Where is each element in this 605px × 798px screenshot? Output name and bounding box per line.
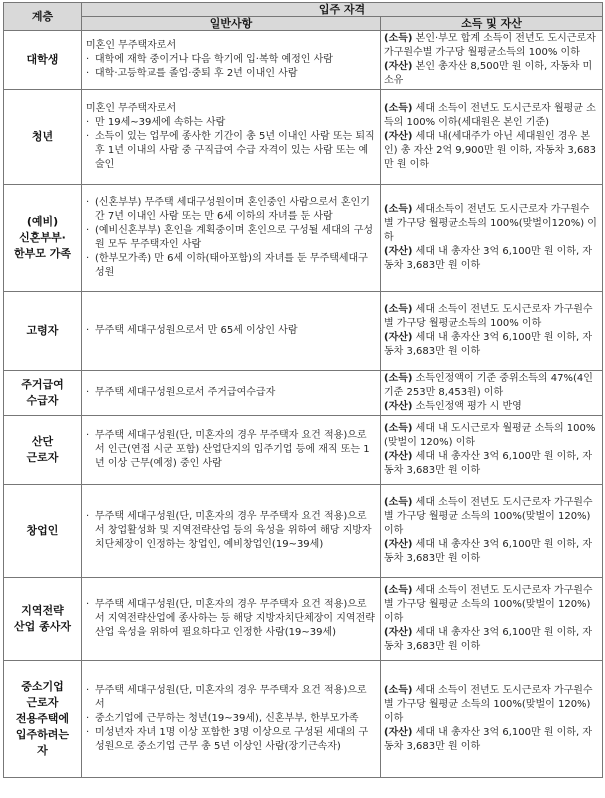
income-text: 세대 내 총자산 3억 6,100만 원 이하, 자동차 3,683만 원 이하 xyxy=(384,727,592,752)
category-cell xyxy=(4,31,82,90)
category-label: 중소기업 xyxy=(21,680,64,693)
table-row xyxy=(4,371,603,416)
general-bullet-text: 중소기업에 근무하는 청년(19~39세), 신혼부부, 한부모가족 xyxy=(95,713,359,724)
category-label: 한부모 가족 xyxy=(14,247,71,260)
header-general: 일반사항 xyxy=(82,17,381,31)
table-body xyxy=(4,31,603,778)
income-block xyxy=(384,496,599,538)
income-text: 세대 소득이 전년도 도시근로자 가구원수별 가구당 월평균 소득의 100%(맞벌이 120%) 이하 xyxy=(384,497,593,536)
category-label: 고령자 xyxy=(26,324,59,337)
category-cell xyxy=(4,578,82,661)
income-text: 세대 소득이 전년도 도시근로자 가구원수별 가구당 월평균 소득의 100%(맞벌이 120%) 이하 xyxy=(384,585,593,624)
general-bullet xyxy=(86,196,376,224)
general-cell xyxy=(82,485,381,578)
general-bullet xyxy=(86,386,376,400)
category-label: 창업인 xyxy=(26,524,59,537)
income-text: 세대 내 총자산 3억 6,100만 원 이하, 자동차 3,683만 원 이하 xyxy=(384,451,592,476)
income-cell xyxy=(381,485,603,578)
income-text: 세대 내 총자산 3억 6,100만 원 이하, 자동차 3,683만 원 이하 xyxy=(384,246,592,271)
income-label: (소득) xyxy=(384,585,413,596)
income-block xyxy=(384,726,599,754)
income-block xyxy=(384,626,599,654)
general-bullet-text: (한부모가족) 만 6세 이하(태아포함)의 자녀를 둔 무주택세대구성원 xyxy=(95,253,368,278)
category-label: 전용주택에 xyxy=(15,712,70,725)
category-cell xyxy=(4,371,82,416)
income-cell xyxy=(381,661,603,778)
general-bullet xyxy=(86,598,376,640)
table-row xyxy=(4,661,603,778)
income-label: (자산) xyxy=(384,627,413,638)
general-cell xyxy=(82,578,381,661)
general-bullet xyxy=(86,429,376,471)
income-label: (소득) xyxy=(384,204,413,215)
general-bullet xyxy=(86,116,376,130)
table-row xyxy=(4,485,603,578)
income-label: (소득) xyxy=(384,373,413,384)
header-qualification: 입주 자격 xyxy=(82,3,603,17)
income-label: (자산) xyxy=(384,539,413,550)
income-label: (자산) xyxy=(384,451,413,462)
income-label: (자산) xyxy=(384,131,413,142)
general-cell xyxy=(82,371,381,416)
category-label: (예비) xyxy=(26,215,59,228)
income-block xyxy=(384,60,599,88)
category-cell xyxy=(4,185,82,292)
category-label: 산단 xyxy=(31,435,54,448)
income-text: 세대 소득이 전년도 도시근로자 월평균 소득의 100% 이하(세대원은 본인 기준) xyxy=(384,103,596,128)
income-text: 세대 내 도시근로자 월평균 소득의 100%(맞벌이 120%) 이하 xyxy=(384,423,596,448)
general-bullet-text: 무주택 세대구성원으로서 주거급여수급자 xyxy=(95,387,276,398)
table-row xyxy=(4,90,603,185)
general-bullet xyxy=(86,130,376,172)
general-bullet-text: 무주택 세대구성원(단, 미혼자의 경우 무주택자 요건 적용)으로서 창업활성화 및 지역전략산업 등의 육성을 위하여 해당 지방자치단체장이 인정하는 창업인, 예비창업인(19~39세) xyxy=(95,511,372,550)
income-block xyxy=(384,102,599,130)
general-bullet xyxy=(86,726,376,754)
income-label: (소득) xyxy=(384,423,413,434)
income-label: (자산) xyxy=(384,61,413,72)
category-label: 신혼부부· xyxy=(19,231,66,244)
category-label: 입주하려는 xyxy=(15,728,70,741)
general-bullet-text: 무주택 세대구성원(단, 미혼자의 경우 무주택자 요건 적용)으로서 xyxy=(95,685,367,710)
category-cell xyxy=(4,292,82,371)
general-bullet-text: (예비신혼부부) 혼인을 계획중이며 혼인으로 구성될 세대의 구성원 모두 무주택자인 사람 xyxy=(95,225,374,250)
category-cell xyxy=(4,661,82,778)
general-bullet-text: 소득이 있는 업무에 종사한 기간이 총 5년 이내인 사람 또는 퇴직 후 1년 이내의 사람 중 구직급여 수급 자격이 있는 사람 또는 예술인 xyxy=(95,131,375,170)
income-block xyxy=(384,400,599,414)
general-bullet xyxy=(86,53,376,67)
general-bullet xyxy=(86,712,376,726)
income-cell xyxy=(381,578,603,661)
income-text: 본인 총자산 8,500만 원 이하, 자동차 미소유 xyxy=(384,61,593,86)
general-intro: 미혼인 무주택자로서 xyxy=(86,103,177,114)
header-income: 소득 및 자산 xyxy=(381,17,603,31)
table-row xyxy=(4,578,603,661)
income-label: (자산) xyxy=(384,246,413,257)
general-bullet xyxy=(86,684,376,712)
income-cell xyxy=(381,416,603,485)
income-block xyxy=(384,584,599,626)
income-label: (자산) xyxy=(384,401,413,412)
income-cell xyxy=(381,292,603,371)
general-bullet-text: 만 19세~39세에 속하는 사람 xyxy=(95,117,226,128)
table-row xyxy=(4,185,603,292)
general-bullet-text: 무주택 세대구성원(단, 미혼자의 경우 무주택자 요건 적용)으로서 지역전략산업에 종사하는 등 해당 지방자치단체장이 지역전략산업 육성을 위하여 필요하다고 인정한 사람(19~39세) xyxy=(95,599,375,638)
income-cell xyxy=(381,185,603,292)
category-label: 산업 종사자 xyxy=(14,620,71,633)
income-text: 세대 소득이 전년도 도시근로자 가구원수별 가구당 월평균소득의 100% 이하 xyxy=(384,304,593,329)
general-bullet xyxy=(86,510,376,552)
general-bullet-text: 미성년자 자녀 1명 이상 포함한 3명 이상으로 구성된 세대의 구성원으로 중소기업 근무 총 5년 이상인 사람(장기근속자) xyxy=(95,727,369,752)
general-cell xyxy=(82,416,381,485)
category-label: 대학생 xyxy=(26,53,59,66)
general-bullet xyxy=(86,67,376,81)
income-label: (자산) xyxy=(384,332,413,343)
general-bullet xyxy=(86,252,376,280)
category-cell xyxy=(4,90,82,185)
general-bullet-text: 대학·고등학교를 졸업·중퇴 후 2년 이내인 사람 xyxy=(95,68,298,79)
income-text: 세대 내(세대주가 아닌 세대원인 경우 본인) 총 자산 2억 9,900만 원 이하, 자동차 3,683만 원 이하 xyxy=(384,131,597,170)
general-intro: 미혼인 무주택자로서 xyxy=(86,40,177,51)
income-block xyxy=(384,130,599,172)
category-label: 주거급여 xyxy=(21,378,64,391)
income-cell xyxy=(381,90,603,185)
income-label: (소득) xyxy=(384,497,413,508)
income-block xyxy=(384,203,599,245)
general-cell xyxy=(82,90,381,185)
general-bullet xyxy=(86,224,376,252)
income-block xyxy=(384,372,599,400)
general-cell xyxy=(82,185,381,292)
general-bullet-text: 대학에 재학 중이거나 다음 학기에 입·복학 예정인 사람 xyxy=(95,54,333,65)
income-label: (소득) xyxy=(384,33,413,44)
income-block xyxy=(384,245,599,273)
income-block xyxy=(384,422,599,450)
income-label: (소득) xyxy=(384,304,413,315)
category-cell xyxy=(4,485,82,578)
header-category: 계층 xyxy=(4,3,82,31)
income-label: (소득) xyxy=(384,685,413,696)
income-text: 소득인정액이 기준 중위소득의 47%(4인 기준 253만 8,453원) 이하 xyxy=(384,373,593,398)
general-cell xyxy=(82,31,381,90)
general-bullet-text: 무주택 세대구성원으로서 만 65세 이상인 사람 xyxy=(95,325,298,336)
table-row xyxy=(4,416,603,485)
income-label: (소득) xyxy=(384,103,413,114)
income-block xyxy=(384,32,599,60)
general-cell xyxy=(82,292,381,371)
income-text: 세대소득이 전년도 도시근로자 가구원수별 가구당 월평균소득의 100%(맞벌이120%) 이하 xyxy=(384,204,597,243)
income-text: 세대 소득이 전년도 도시근로자 가구원수별 가구당 월평균 소득의 100%(맞벌이 120%) 이하 xyxy=(384,685,593,724)
category-label: 자 xyxy=(37,744,48,757)
general-bullet-text: (신혼부부) 무주택 세대구성원이며 혼인중인 사람으로서 혼인기간 7년 이내인 사람 또는 만 6세 이하의 자녀를 둔 사람 xyxy=(95,197,370,222)
income-block xyxy=(384,538,599,566)
income-block xyxy=(384,684,599,726)
income-text: 소득인정액 평가 시 반영 xyxy=(415,401,522,412)
income-block xyxy=(384,450,599,478)
income-text: 본인·부모 합계 소득이 전년도 도시근로자 가구원수별 가구당 월평균소득의 100% 이하 xyxy=(384,33,596,58)
income-label: (자산) xyxy=(384,727,413,738)
income-text: 세대 내 총자산 3억 6,100만 원 이하, 자동차 3,683만 원 이하 xyxy=(384,332,592,357)
general-bullet xyxy=(86,324,376,338)
eligibility-table xyxy=(3,2,603,778)
general-bullet-text: 무주택 세대구성원(단, 미혼자의 경우 무주택자 요건 적용)으로서 인근(연접 시군 포함) 산업단지의 입주기업 등에 재직 또는 1년 이상 근무(예정) 중인 사람 xyxy=(95,430,370,469)
general-cell xyxy=(82,661,381,778)
category-label: 근로자 xyxy=(26,696,59,709)
category-cell xyxy=(4,416,82,485)
category-label: 지역전략 xyxy=(21,604,64,617)
income-text: 세대 내 총자산 3억 6,100만 원 이하, 자동차 3,683만 원 이하 xyxy=(384,539,592,564)
table-row xyxy=(4,31,603,90)
category-label: 청년 xyxy=(31,130,54,143)
income-block xyxy=(384,303,599,331)
income-cell xyxy=(381,31,603,90)
income-text: 세대 내 총자산 3억 6,100만 원 이하, 자동차 3,683만 원 이하 xyxy=(384,627,592,652)
category-label: 근로자 xyxy=(26,451,59,464)
income-block xyxy=(384,331,599,359)
table-row xyxy=(4,292,603,371)
income-cell xyxy=(381,371,603,416)
category-label: 수급자 xyxy=(26,394,59,407)
